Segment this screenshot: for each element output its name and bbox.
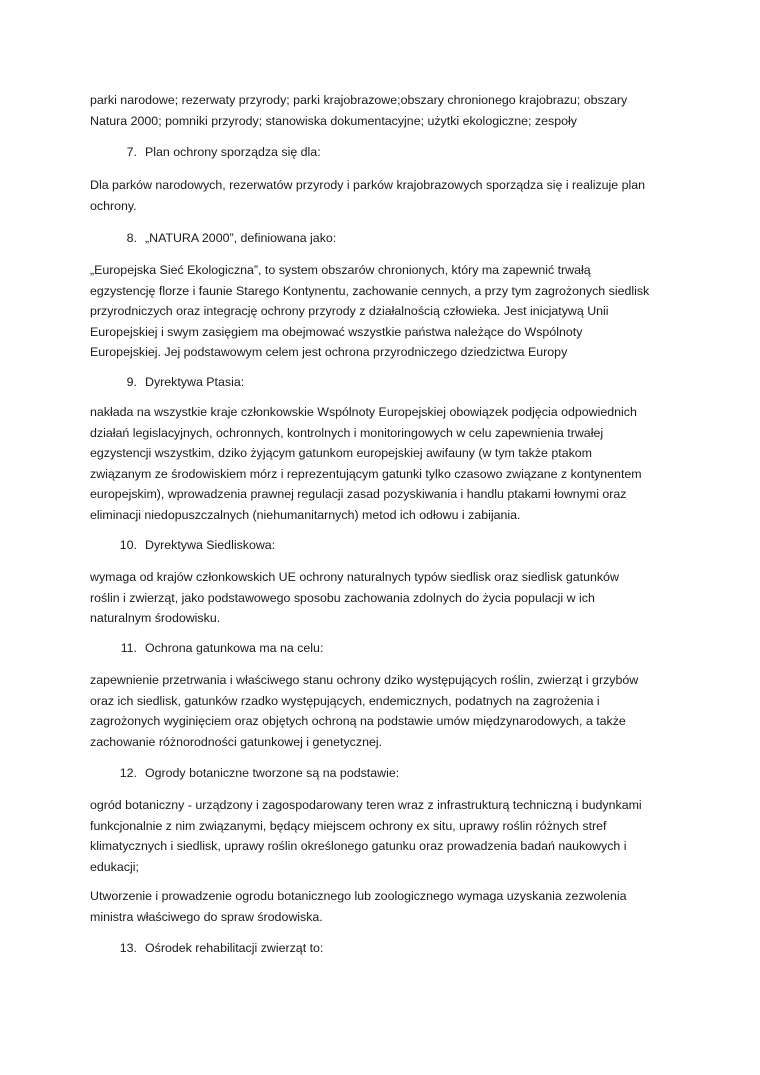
heading-number: 10.: [119, 538, 137, 552]
heading-number: 7.: [126, 145, 137, 159]
text-line: zapewnienie przetrwania i właściwego stanu ochrony dziko występujących roślin, zwierząt i grzybów: [90, 673, 639, 687]
text-line: Europejskiej i swym zasięgiem ma obejmować wszystkie państwa należące do Wspólnoty: [90, 324, 583, 339]
paragraph-7: [90, 175, 680, 216]
text-line: klimatycznych i siedlisk, uprawy roślin określonego gatunku oraz prowadzenia badań naukowych i: [90, 839, 627, 853]
paragraph-12a: [90, 795, 680, 877]
paragraph-9: [90, 402, 680, 525]
paragraph-11: [90, 670, 680, 752]
heading-number: 8.: [126, 231, 137, 245]
text-line: ministra właściwego do spraw środowiska.: [90, 909, 323, 924]
text-line: ogród botaniczny - urządzony i zagospodarowany teren wraz z infrastrukturą techniczną i budynkami: [90, 798, 642, 812]
heading-12: [112, 763, 399, 783]
paragraph-10: [90, 567, 680, 629]
heading-number: 12.: [119, 766, 137, 780]
text-line: Europejskiej. Jej podstawowym celem jest ochrona przyrodniczego dziedzictwa Europy: [90, 345, 568, 359]
text-line: nakłada na wszystkie kraje członkowskie Wspólnoty Europejskiej obowiązek podjęcia odpowiednich: [90, 405, 637, 419]
heading-number: 9.: [126, 375, 137, 389]
text-line: „Europejska Sieć Ekologiczna”, to system obszarów chronionych, który ma zapewnić trwałą: [90, 263, 591, 277]
text-line: eliminacji niedopuszczalnych (niehumanitarnych) metod ich odłowu i zabijania.: [90, 507, 521, 522]
heading-text: Plan ochrony sporządza się dla:: [145, 145, 321, 159]
heading-8: [112, 228, 336, 248]
text-line: ochrony.: [90, 198, 137, 213]
heading-text: Ogrody botaniczne tworzone są na podstawie:: [145, 766, 400, 780]
text-line: zachowanie różnorodności gatunkowej i genetycznej.: [90, 734, 383, 749]
heading-13: [112, 938, 323, 958]
text-line: funkcjonalnie z nim związanymi, będący miejscem ochrony ex situ, uprawy roślin różnych stref: [90, 818, 607, 833]
text-line: zagrożonych wyginięciem oraz objętych ochroną na podstawie umów międzynarodowych, a także: [90, 714, 626, 728]
text-line: edukacji;: [90, 859, 139, 874]
text-line: związanym ze środowiskiem mórz i reprezentującym gatunki tylko czasowo związane z kontynentem: [90, 466, 642, 481]
heading-text: Dyrektywa Siedliskowa:: [145, 538, 276, 552]
paragraph-8: [90, 260, 680, 363]
heading-number: 13.: [119, 941, 137, 955]
text-line: europejskim), wprowadzenia prawnej regulacji zasad pozyskiwania i handlu ptakami łownymi oraz: [90, 487, 627, 501]
heading-10: [112, 535, 275, 555]
text-line: Dla parków narodowych, rezerwatów przyrody i parków krajobrazowych sporządza się i realizuje plan: [90, 178, 646, 192]
text-line: roślin i zwierząt, jako podstawowego sposobu zachowania zdolnych do życia populacji w ich: [90, 590, 595, 605]
text-line: działań legislacyjnych, ochronnych, kontrolnych i monitoringowych w celu zapewnienia trwałej: [90, 425, 604, 440]
text-line: Natura 2000; pomniki przyrody; stanowiska dokumentacyjne; użytki ekologiczne; zespoły: [90, 113, 577, 128]
text-line: przyrodniczych oraz integrację ochrony przyrody z działalnością człowieka. Jest inicjatywą Unii: [90, 304, 609, 318]
heading-text: Ośrodek rehabilitacji zwierząt to:: [145, 941, 324, 955]
text-line: Utworzenie i prowadzenie ogrodu botanicznego lub zoologicznego wymaga uzyskania zezwolenia: [90, 889, 627, 903]
heading-number: 11.: [120, 641, 137, 655]
text-line: parki narodowe; rezerwaty przyrody; parki krajobrazowe;obszary chronionego krajobrazu; obszary: [90, 93, 628, 107]
paragraph-12b: [90, 886, 680, 927]
text-line: naturalnym środowisku.: [90, 611, 221, 625]
heading-11: [112, 638, 323, 658]
text-line: egzystencji wszystkim, dziko żyjącym gatunkom europejskiej awifauny (w tym także ptakom: [90, 446, 592, 460]
paragraph-intro: [90, 90, 680, 131]
heading-text: „NATURA 2000”, definiowana jako:: [145, 231, 337, 245]
heading-9: [112, 372, 244, 392]
heading-text: Dyrektywa Ptasia:: [145, 375, 245, 389]
text-line: egzystencję florze i faunie Starego Kontynentu, zachowanie cennych, a przy tym zagrożonych siedlisk: [90, 283, 650, 298]
text-line: oraz ich siedlisk, gatunków rzadko występujących, endemicznych, podatnych na zagrożenia i: [90, 693, 600, 708]
text-line: wymaga od krajów członkowskich UE ochrony naturalnych typów siedlisk oraz siedlisk gatunków: [90, 570, 619, 584]
heading-7: [112, 142, 321, 162]
heading-text: Ochrona gatunkowa ma na celu:: [145, 641, 324, 655]
